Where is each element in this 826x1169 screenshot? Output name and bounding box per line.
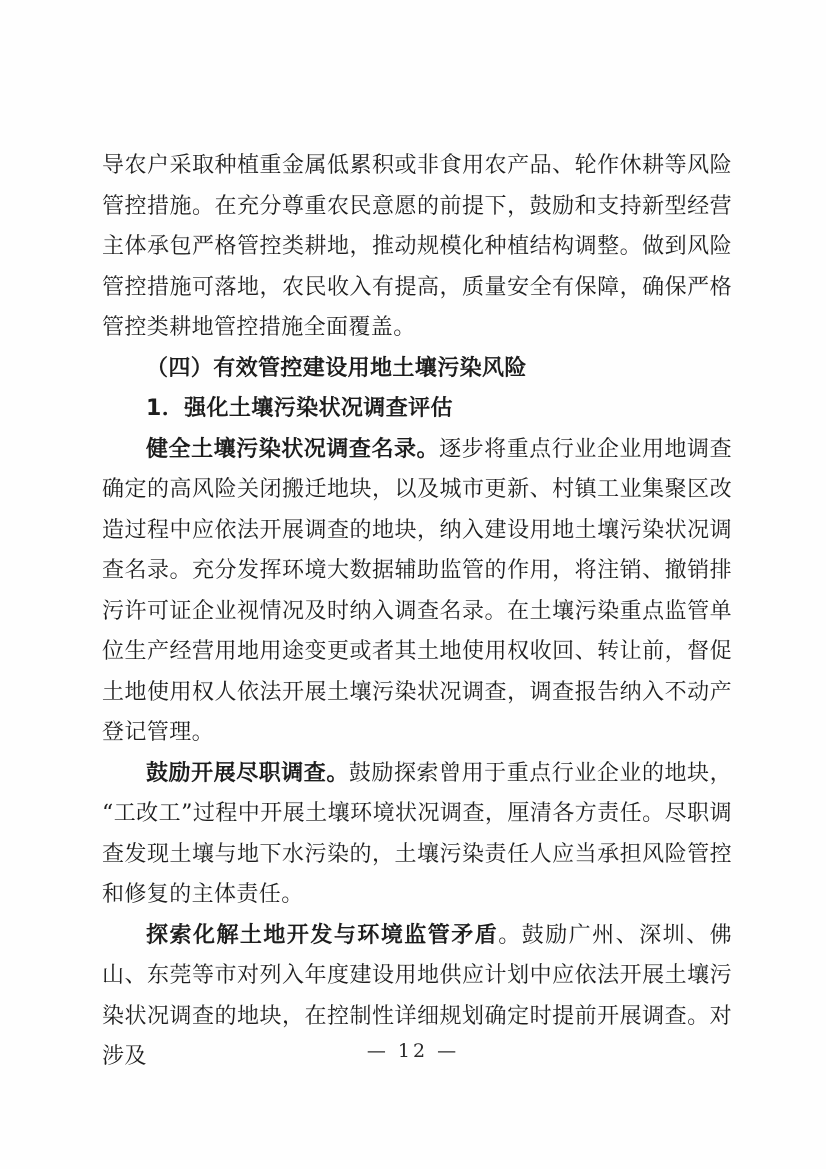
section-heading: （四）有效管控建设用地土壤污染风险 — [146, 355, 527, 381]
paragraph-text: 导农户采取种植重金属低累积或非食用农产品、轮作休耕等风险管控措施。在充分尊重农民意愿的前提下，鼓励和支持新型经营主体承包严格管控类耕地，推动规模化种植结构调整。做到风险管控措施可落地，农民收入有提高，质量安全有保障，确保严格管控类耕地管控措施全面覆盖。 — [102, 153, 732, 340]
paragraph-text: 。鼓励广州、深圳、佛山、东莞等市对列入年度建设用地供应计划中应依法开展土壤污染状况调查的地块，在控制性详细规划确定时提前开展调查。对涉及 — [102, 922, 732, 1069]
paragraph-continuation — [102, 146, 732, 349]
paragraph — [102, 430, 732, 754]
paragraph-lead: 健全土壤污染状况调查名录。 — [146, 436, 440, 462]
sub-heading: 1．强化土壤污染状况调查评估 — [146, 396, 453, 421]
paragraph — [102, 754, 732, 916]
paragraph-text: 逐步将重点行业企业用地调查确定的高风险关闭搬迁地块，以及城市更新、村镇工业集聚区改造过程中应依法开展调查的地块，纳入建设用地土壤污染状况调查名录。充分发挥环境大数据辅助监管的作用，将注销、撤销排污许可证企业视情况及时纳入调查名录。在土壤污染重点监管单位生产经营用地用途变更或者其土地使用权收回、转让前，督促土地使用权人依法开展土壤污染状况调查，调查报告纳入不动产登记管理。 — [102, 436, 733, 745]
paragraph-lead: 鼓励开展尽职调查。 — [146, 760, 349, 786]
document-text-block — [102, 146, 732, 1078]
paragraph-text: 鼓励探索曾用于重点行业企业的地块，“工改工”过程中开展土壤环境状况调查，厘清各方责任。尽职调查发现土壤与地下水污染的，土壤污染责任人应当承担风险管控和修复的主体责任。 — [102, 760, 732, 907]
paragraph-lead: 探索化解土地开发与环境监管矛盾 — [146, 922, 499, 948]
page-number: — 12 — — [366, 1040, 460, 1062]
